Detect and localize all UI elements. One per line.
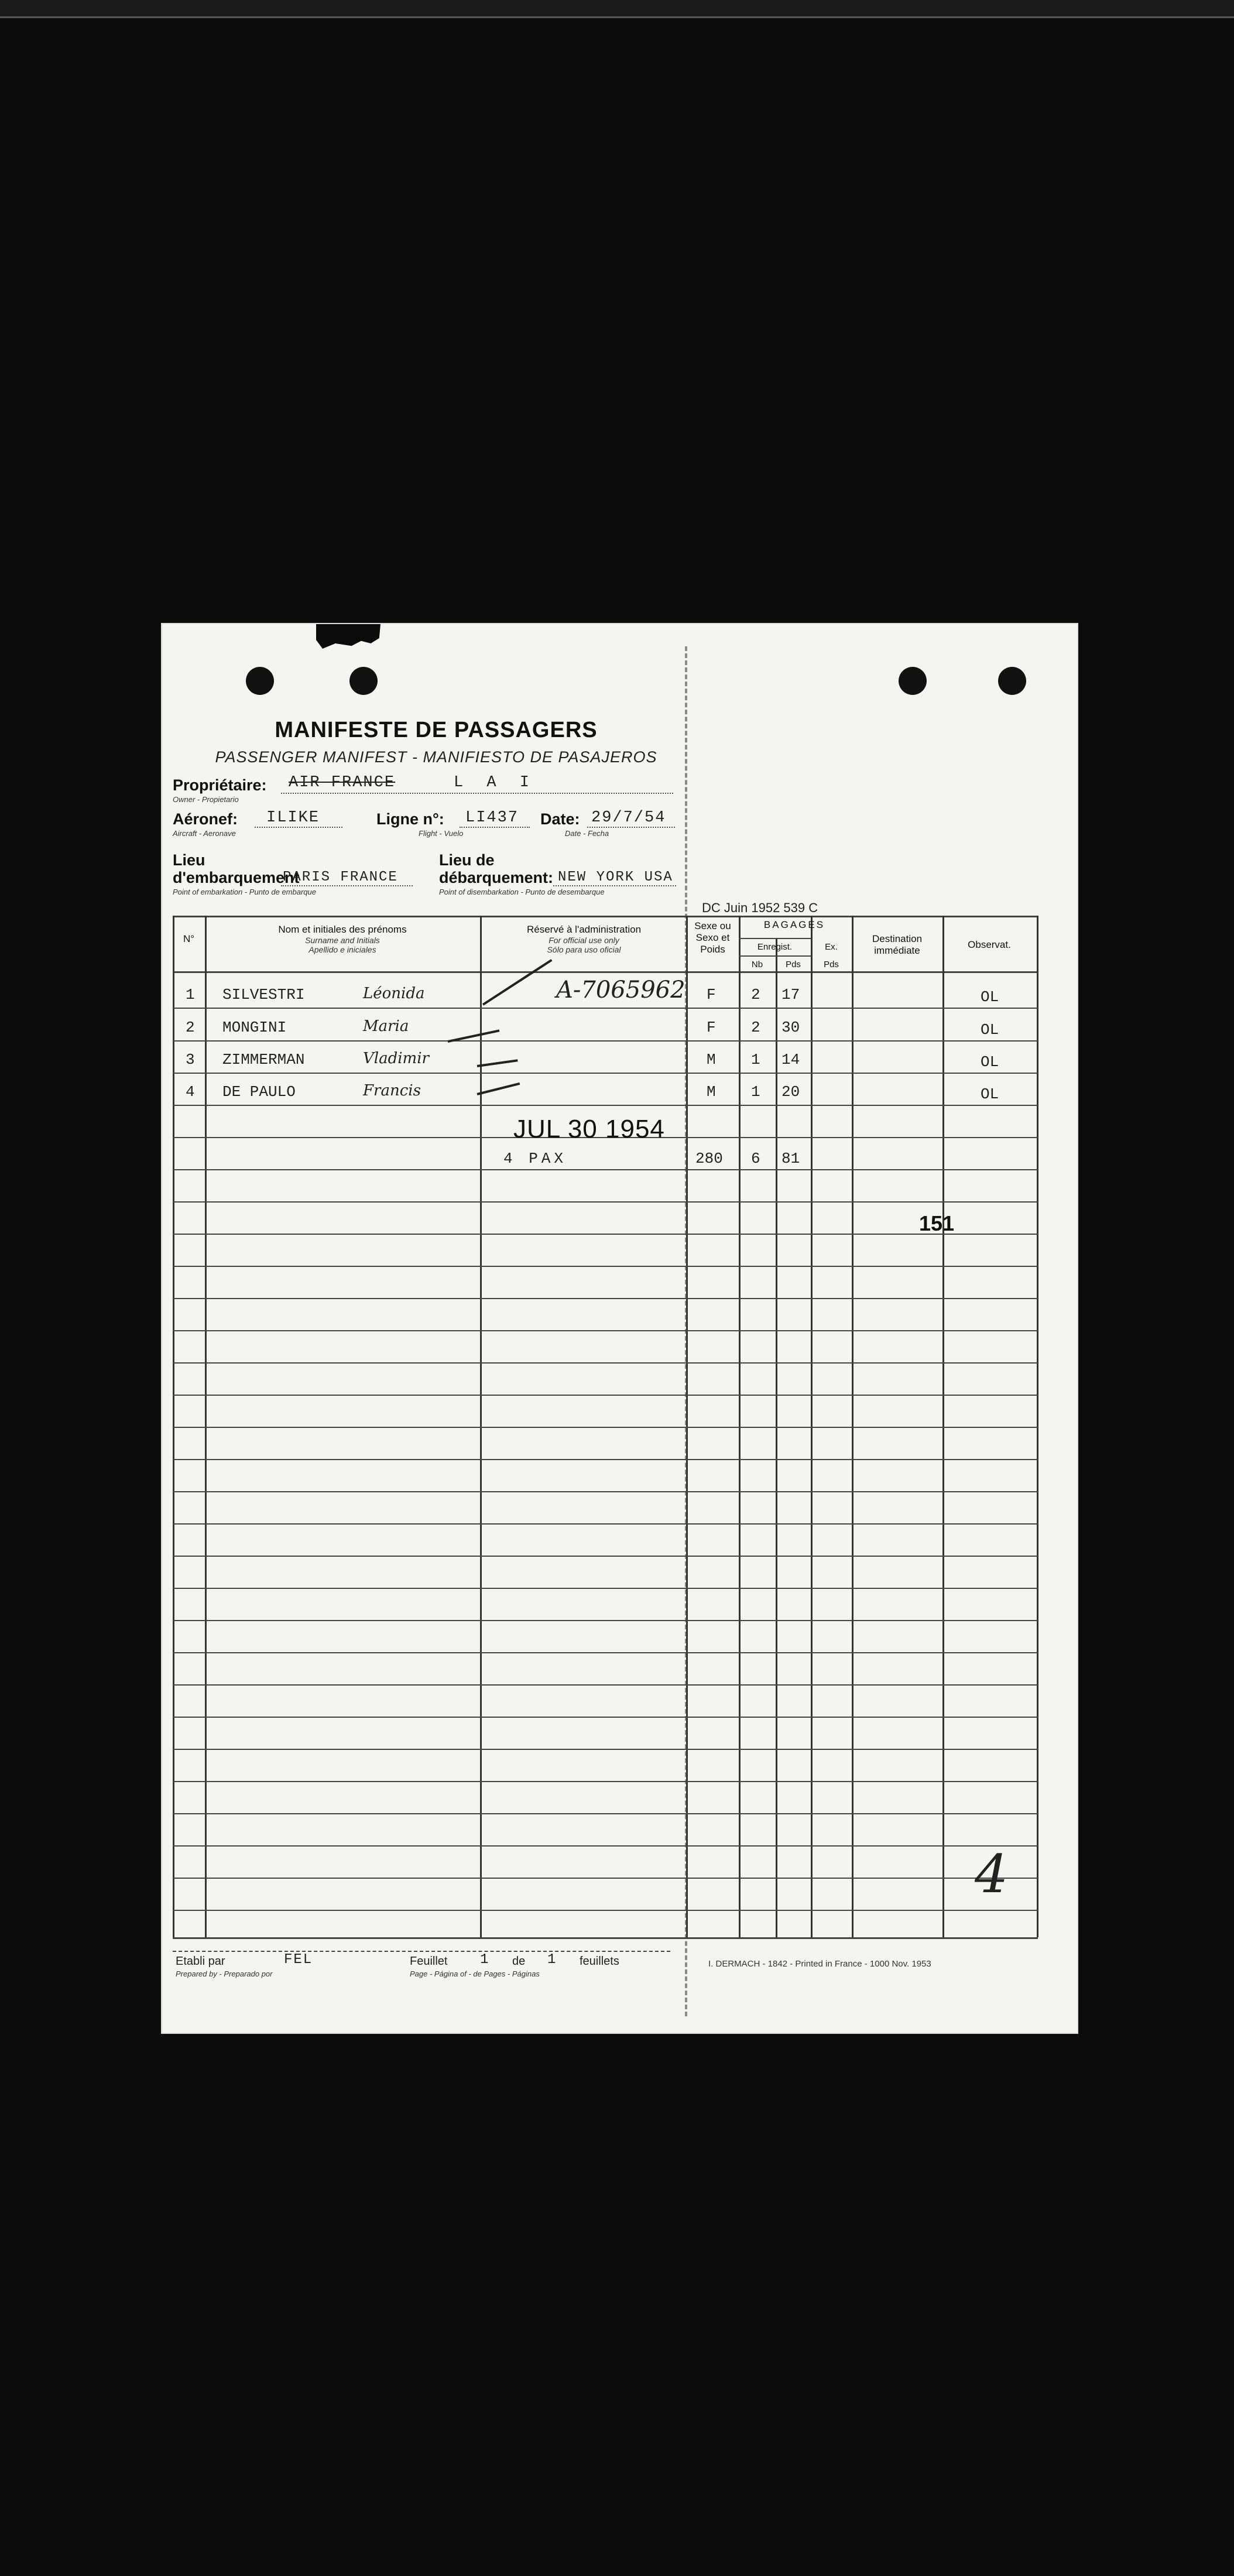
table-bottom-border — [173, 1937, 1038, 1939]
row-line — [173, 1234, 1038, 1235]
document-title: MANIFESTE DE PASSAGERS — [275, 718, 598, 742]
row-line — [173, 1040, 1038, 1042]
baggage-sub-border — [739, 938, 811, 939]
header-admin-main: Réservé à l'administration — [526, 924, 642, 935]
row2-surname: MONGINI — [222, 1019, 287, 1036]
of-label: de — [512, 1955, 526, 1968]
table-top-border — [173, 916, 1038, 917]
aircraft-dotline — [255, 827, 342, 828]
passenger-table — [173, 916, 1039, 1940]
row1-sex: F — [707, 986, 716, 1003]
date-dotline — [587, 827, 675, 828]
row-line — [173, 1781, 1038, 1782]
row3-given: Vladimir — [363, 1050, 429, 1067]
embark-value: PARIS FRANCE — [283, 869, 398, 885]
row-line — [173, 1298, 1038, 1299]
disembark-label-2: débarquement: — [439, 869, 554, 886]
row-line — [173, 1813, 1038, 1814]
col-border — [776, 938, 777, 1937]
footer-line — [173, 1951, 670, 1952]
embark-dotline — [281, 885, 413, 886]
flight-sublabel: Flight - Vuelo — [419, 829, 464, 838]
row-line — [173, 1427, 1038, 1428]
row-line — [173, 1910, 1038, 1911]
row-line — [173, 1491, 1038, 1492]
disembark-dotline — [553, 885, 676, 886]
row-line — [173, 1684, 1038, 1686]
header-admin-sub2: Sólo para uso oficial — [547, 945, 621, 954]
row-line — [173, 1749, 1038, 1750]
header-registered: Enregist. — [757, 942, 793, 952]
row4-nb: 1 — [751, 1083, 760, 1101]
printer-imprint: I. DERMACH - 1842 - Printed in France - 1000 Nov. 1953 — [708, 1959, 931, 1969]
document-subtitle: PASSENGER MANIFEST - MANIFIESTO DE PASAJEROS — [215, 748, 657, 766]
header-admin — [483, 924, 685, 954]
prepared-label: Etabli par — [176, 1955, 225, 1968]
punch-hole — [998, 667, 1026, 695]
row2-sex: F — [707, 1019, 716, 1036]
flight-value: LI437 — [465, 809, 519, 827]
count-number: 151 — [919, 1211, 955, 1235]
row3-obs: OL — [981, 1053, 999, 1071]
embark-label-1: Lieu — [173, 851, 205, 869]
row-line — [173, 1717, 1038, 1718]
header-destination: Destination immédiate — [872, 933, 923, 956]
row3-surname: ZIMMERMAN — [222, 1051, 305, 1068]
row1-pds: 17 — [781, 986, 800, 1003]
owner-value-lai: L A I — [454, 774, 537, 792]
row3-no: 3 — [186, 1051, 195, 1068]
row-line — [173, 1169, 1038, 1170]
punch-hole — [246, 667, 274, 695]
row4-sex: M — [707, 1083, 716, 1101]
disembark-value: NEW YORK USA — [558, 869, 673, 885]
row-line — [173, 1652, 1038, 1653]
baggage-sub-border — [739, 955, 811, 957]
row2-nb: 2 — [751, 1019, 760, 1036]
aircraft-value: ILIKE — [266, 809, 320, 827]
row4-pds: 20 — [781, 1083, 800, 1101]
prepared-sublabel: Prepared by - Preparado por — [176, 1969, 273, 1978]
check-mark — [477, 1059, 518, 1067]
row4-given: Francis — [363, 1082, 421, 1099]
row-line — [173, 1588, 1038, 1589]
date-stamp: JUL 30 1954 — [513, 1115, 665, 1143]
header-observations: Observat. — [968, 939, 1011, 950]
row3-sex: M — [707, 1051, 716, 1068]
pax-total: 4 PAX — [503, 1150, 567, 1167]
header-name-sub2: Apellido e iniciales — [309, 945, 376, 954]
punch-hole — [899, 667, 927, 695]
row1-obs: OL — [981, 988, 999, 1006]
header-ex-pds: Pds — [824, 960, 839, 970]
row3-nb: 1 — [751, 1051, 760, 1068]
row1-surname: SILVESTRI — [222, 986, 305, 1003]
header-sex: Sexe ou Sexo et Poids — [694, 920, 731, 955]
row2-no: 2 — [186, 1019, 195, 1036]
aircraft-label: Aéronef: — [173, 810, 238, 828]
row4-no: 4 — [186, 1083, 195, 1101]
form-code: DC Juin 1952 539 C — [702, 900, 818, 915]
owner-value: AIR FRANCE — [289, 774, 396, 792]
row3-pds: 14 — [781, 1051, 800, 1068]
row-line — [173, 1878, 1038, 1879]
row4-obs: OL — [981, 1085, 999, 1103]
check-mark — [482, 959, 553, 1006]
row-line — [173, 1201, 1038, 1203]
manifest-sheet — [161, 623, 1078, 2034]
row-line — [173, 1523, 1038, 1525]
row-line — [173, 1395, 1038, 1396]
header-name-main: Nom et initiales des prénoms — [278, 924, 407, 935]
prepared-value: FEL — [284, 1952, 313, 1968]
embark-sublabel: Point of embarkation - Punto de embarque — [173, 888, 316, 896]
pencil-number: 4 — [975, 1844, 1009, 1905]
header-pds: Pds — [786, 960, 801, 970]
header-ex: Ex. — [825, 942, 838, 952]
row-line — [173, 1556, 1038, 1557]
punch-hole — [349, 667, 378, 695]
film-frame-top — [0, 0, 1234, 16]
owner-sublabel: Owner - Propietario — [173, 795, 239, 804]
total-weight: 280 — [695, 1150, 723, 1167]
row1-no: 1 — [186, 986, 195, 1003]
row-line — [173, 1266, 1038, 1267]
torn-corner — [316, 624, 381, 659]
disembark-label-1: Lieu de — [439, 851, 495, 869]
row-line — [173, 1459, 1038, 1460]
row-line — [173, 1105, 1038, 1106]
owner-dotline — [281, 793, 673, 794]
total-nb: 6 — [751, 1150, 760, 1167]
film-frame-edge — [0, 16, 1234, 18]
date-value: 29/7/54 — [591, 809, 666, 827]
header-admin-sub1: For official use only — [549, 936, 619, 945]
sheets-label: feuillets — [580, 1955, 619, 1968]
row-line — [173, 1362, 1038, 1364]
of-value: 1 — [547, 1952, 557, 1968]
header-name-sub1: Surname and Initials — [305, 936, 380, 945]
aircraft-sublabel: Aircraft - Aeronave — [173, 829, 236, 838]
row2-obs: OL — [981, 1021, 999, 1039]
row1-admin: A-7065962 — [556, 977, 685, 1003]
date-label: Date: — [540, 810, 580, 828]
sheet-label: Feuillet — [410, 1955, 448, 1968]
owner-label: Propriétaire: — [173, 776, 267, 794]
row-line — [173, 1008, 1038, 1009]
header-baggage: BAGAGES — [763, 919, 825, 930]
header-no: N° — [183, 933, 195, 944]
date-sublabel: Date - Fecha — [565, 829, 609, 838]
disembark-sublabel: Point of disembarkation - Punto de desembarque — [439, 888, 605, 896]
row-line — [173, 1845, 1038, 1847]
check-mark — [477, 1083, 520, 1095]
sheet-value: 1 — [480, 1952, 490, 1968]
row2-given: Maria — [363, 1018, 409, 1035]
row4-surname: DE PAULO — [222, 1083, 296, 1101]
header-nb: Nb — [751, 960, 763, 970]
total-pds: 81 — [781, 1150, 800, 1167]
row2-pds: 30 — [781, 1019, 800, 1036]
row-line — [173, 1073, 1038, 1074]
row1-nb: 2 — [751, 986, 760, 1003]
flight-dotline — [460, 827, 530, 828]
embark-label-2: d'embarquement — [173, 869, 300, 886]
header-name — [208, 924, 477, 954]
table-header-border — [173, 971, 1038, 973]
sheet-sublabel: Page - Página of - de Pages - Páginas — [410, 1969, 540, 1978]
row-line — [173, 1620, 1038, 1621]
row1-given: Léonida — [363, 985, 425, 1002]
flight-label: Ligne n°: — [376, 810, 444, 828]
row-line — [173, 1330, 1038, 1331]
